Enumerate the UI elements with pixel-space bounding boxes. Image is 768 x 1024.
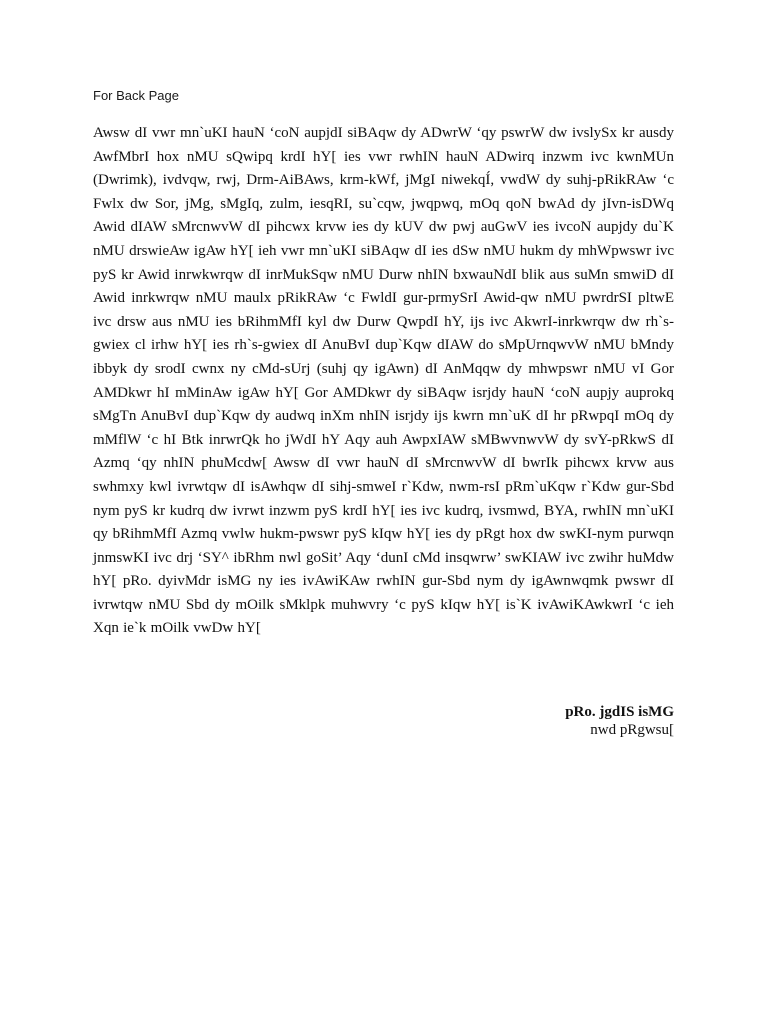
page-heading: For Back Page xyxy=(93,88,179,103)
author-affiliation: nwd pRgwsu[ xyxy=(590,722,674,738)
author-name: pRo. jgdIS isMG xyxy=(565,704,674,720)
body-paragraph: Awsw dI vwr mn`uKI hauN ‘coN aupjdI siBAqw dy ADwrW ‘qy pswrW dw ivslySx kr ausdy AwfMbrI hox nMU sQwipq krdI hY[ ies vwr rwhIN hauN ADwirq inzwm ivc kwnMUn (Dwrimk), ivdvqw, rwj, Drm-AiBAws, krm-kWf, jMgI niwekqÍ, vwdW dy suhj-pRikRAw ‘c Fwlx dw Sor, jMg, sMgIq, zulm, iesqRI, su`cqw, jwqpwq, mOq qoN bwAd dy jIvn-isDWq Awid dIAW sMrcnwvW dI pihcwx krvw ies dy kUV dw pwj auGwV ies ivcoN aupjdy du`K nMU drswieAw igAw hY[ ieh vwr mn`uKI siBAqw dI ies dSw nMU hukm dy mhWpwswr ivc pyS kr Awid inrwkwrqw dI inrMukSqw nMU Durw nhIN bxwauNdI blik aus suMn smwiD dI Awid inrkwrqw nMU maulx pRikRAw ‘c FwldI gur-prmySrI Awid-qw nMU pwrdrSI pltwE ivc drsw aus nMU ies bRihmMfI kyl dw Durw QwpdI hY, ijs ivc AkwrI-inrkwrqw dw rh`s-gwiex cl irhw hY[ ies rh`s-gwiex dI AnuBvI dup`Kqw dIAW do sMpUrnqwvW nMU bMndy ibbyk dy srodI cwnx ny cMd-sUrj (suhj qy igAwn) dI AnMqqw dy mhwpswr nMU vI Gor AMDkwr hI mMinAw igAw hY[ Gor AMDkwr dy siBAqw isrjdy hauN ‘coN aupjy auprokq sMgTn AnuBvI dup`Kqw dy audwq inXm nhIN isrjdy ijs kwrn mn`uK dI hr pRwpqI mOq dy mMflW ‘c hI Btk inrwrQk ho jWdI hY Aqy auh AwpxIAW sMBwvnwvW dy svY-pRkwS dI Azmq ‘qy nhIN phuMcdw[ Awsw dI vwr hauN dI sMrcnwvW dI bwrIk pihcwx krvw aus swhmxy kwl ivrwtqw dI isAwhqw dI sihj-smweI r`Kdw, nwm-rsI pRm`uKqw r`Kdw gur-Sbd nym pyS kr kudrq dw ivrwt inzwm pyS krdI hY[ ies ivc kudrq, ivsmwd, BYA, rwhIN mn`uKI qy bRihmMfI Azmq vwlw hukm-pwswr pyS kIqw hY[ ies dy pRgt hox dw swKI-nym purwqn jnmswKI ivc drj ‘SY^ ibRhm nwl goSit’ Aqy ‘dunI cMd insqwrw’ swKIAW ivc zwihr huMdw hY[ pRo. dyivMdr isMG ny ies ivAwiKAw rwhIN gur-Sbd nym dy igAwnwqmk pwswr dI ivrwtqw nMU Sbd dy mOilk sMklpk muhwvry ‘c pyS kIqw hY[ is`K ivAwiKAwkwrI ‘c ieh Xqn ie`k mOilk vwDw hY[ xyxy=(93,125,674,637)
signature-block xyxy=(565,703,674,739)
